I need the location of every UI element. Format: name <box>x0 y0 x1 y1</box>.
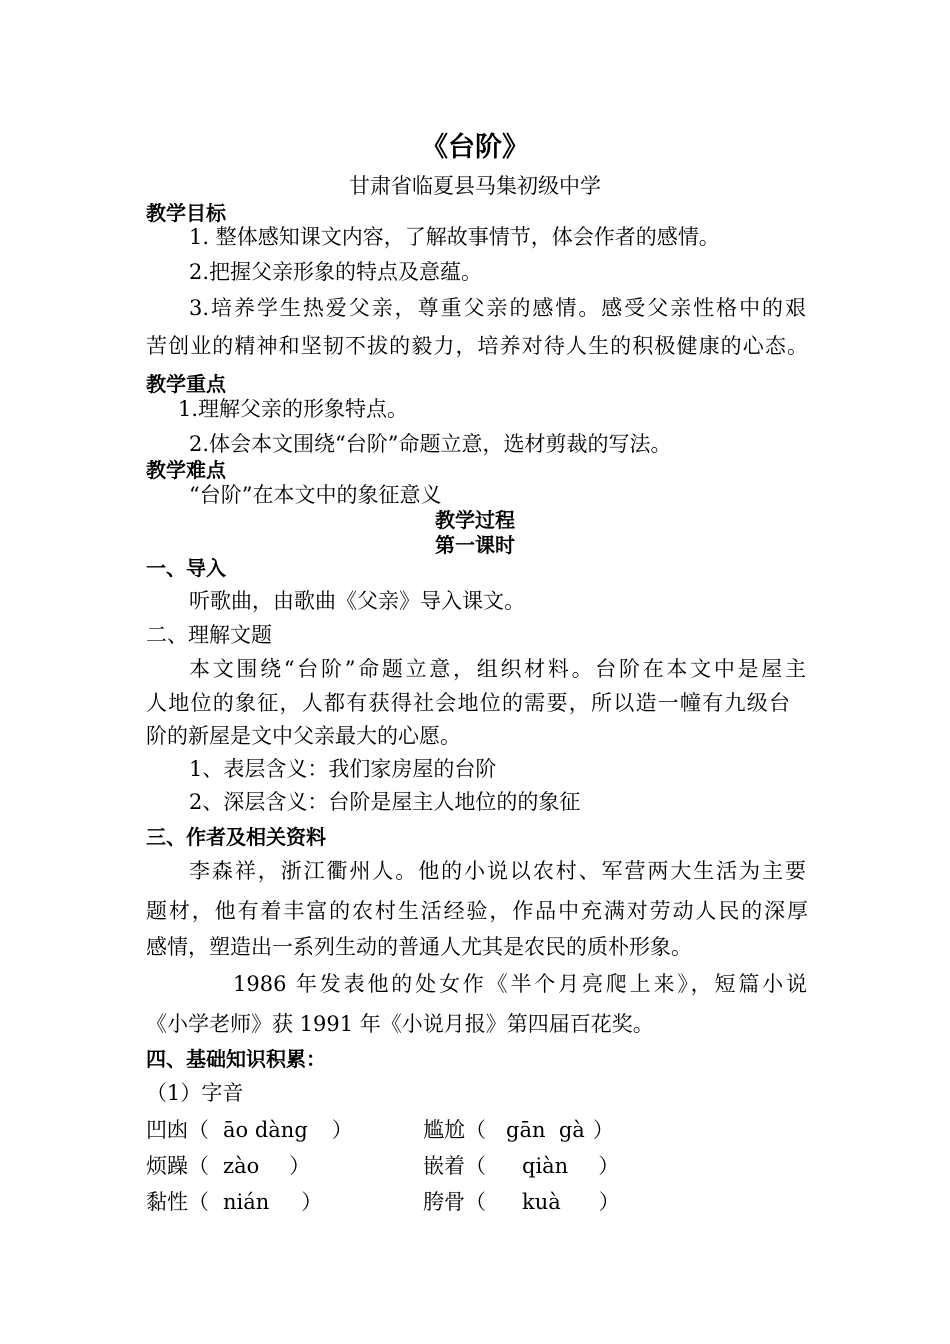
school-name: 甘肃省临夏县马集初级中学 <box>349 174 601 198</box>
word-item <box>146 1188 322 1216</box>
word-close: ） <box>331 1118 353 1142</box>
word: 凹凼（ <box>146 1118 209 1142</box>
pinyin: nián <box>223 1190 270 1214</box>
goals-heading: 教学目标 <box>146 201 226 225</box>
goal-item-2: 2.把握父亲形象的特点及意蕴。 <box>189 260 483 284</box>
word: 嵌着（ <box>423 1154 486 1178</box>
word-close: ） <box>301 1190 323 1214</box>
lesson-heading: 第一课时 <box>435 533 515 557</box>
process-heading: 教学过程 <box>435 508 515 532</box>
goal-item-3-line1: 3.培养学生热爱父亲，尊重父亲的感情。感受父亲性格中的艰 <box>189 296 806 320</box>
word-item <box>423 1188 620 1216</box>
section3-p2-line1: 1986 年发表他的处女作《半个月亮爬上来》，短篇小说 <box>233 972 807 996</box>
word-item <box>423 1116 614 1144</box>
pinyin: āo dàng <box>223 1118 308 1142</box>
goal-item-1: 1. 整体感知课文内容，了解故事情节，体会作者的感情。 <box>189 225 720 249</box>
pinyin: zào <box>223 1154 260 1178</box>
section2-line1: 本文围绕“台阶”命题立意，组织材料。台阶在本文中是屋主 <box>189 657 806 681</box>
pinyin: qiàn <box>522 1154 569 1178</box>
section3-p2-line2: 《小学老师》获 1991 年《小说月报》第四届百花奖。 <box>146 1012 654 1036</box>
section2-line2: 人地位的象征，人都有获得社会地位的需要，所以造一幢有九级台 <box>146 691 790 715</box>
section3-p1-line3: 感情，塑造出一系列生动的普通人尤其是农民的质朴形象。 <box>146 935 692 959</box>
word: 胯骨（ <box>423 1190 486 1214</box>
word: 烦躁（ <box>146 1154 209 1178</box>
key-point-item-1: 1.理解父亲的形象特点。 <box>178 397 409 421</box>
word: 黏性（ <box>146 1190 209 1214</box>
word-close: ） <box>289 1154 311 1178</box>
section2-item1: 1、表层含义：我们家房屋的台阶 <box>189 757 497 781</box>
document-title: 《台阶》 <box>421 132 529 163</box>
section4-heading: 四、基础知识积累： <box>146 1047 326 1071</box>
word-close: ） <box>592 1118 614 1142</box>
pinyin: gān gà <box>506 1118 585 1142</box>
word-item <box>423 1152 619 1180</box>
section2-line3: 阶的新屋是文中父亲最大的心愿。 <box>146 724 461 748</box>
word-item <box>146 1116 353 1144</box>
word-close: ） <box>598 1190 620 1214</box>
section2-item2: 2、深层含义：台阶是屋主人地位的的象征 <box>189 790 581 814</box>
section3-p1-line2: 题材，他有着丰富的农村生活经验，作品中充满对劳动人民的深厚 <box>146 899 808 923</box>
word-item <box>146 1152 310 1180</box>
key-point-item-2: 2.体会本文围绕“台阶”命题立意，选材剪裁的写法。 <box>189 432 672 456</box>
section3-heading: 三、作者及相关资料 <box>146 825 326 849</box>
section1-text: 听歌曲，由歌曲《父亲》导入课文。 <box>189 589 525 613</box>
pinyin: kuà <box>522 1190 561 1214</box>
difficulty-heading: 教学难点 <box>146 458 226 482</box>
word-close: ） <box>598 1154 620 1178</box>
section4-subheading: （1）字音 <box>146 1081 244 1105</box>
key-points-heading: 教学重点 <box>146 372 226 396</box>
difficulty-text: “台阶”在本文中的象征意义 <box>189 483 442 507</box>
word: 尴尬（ <box>423 1118 486 1142</box>
section2-heading: 二、理解文题 <box>146 623 272 647</box>
goal-item-3-line2: 苦创业的精神和坚韧不拔的毅力，培养对待人生的积极健康的心态。 <box>146 334 808 358</box>
section3-p1-line1: 李森祥，浙江衢州人。他的小说以农村、军营两大生活为主要 <box>189 859 806 883</box>
section1-heading: 一、导入 <box>146 556 226 580</box>
